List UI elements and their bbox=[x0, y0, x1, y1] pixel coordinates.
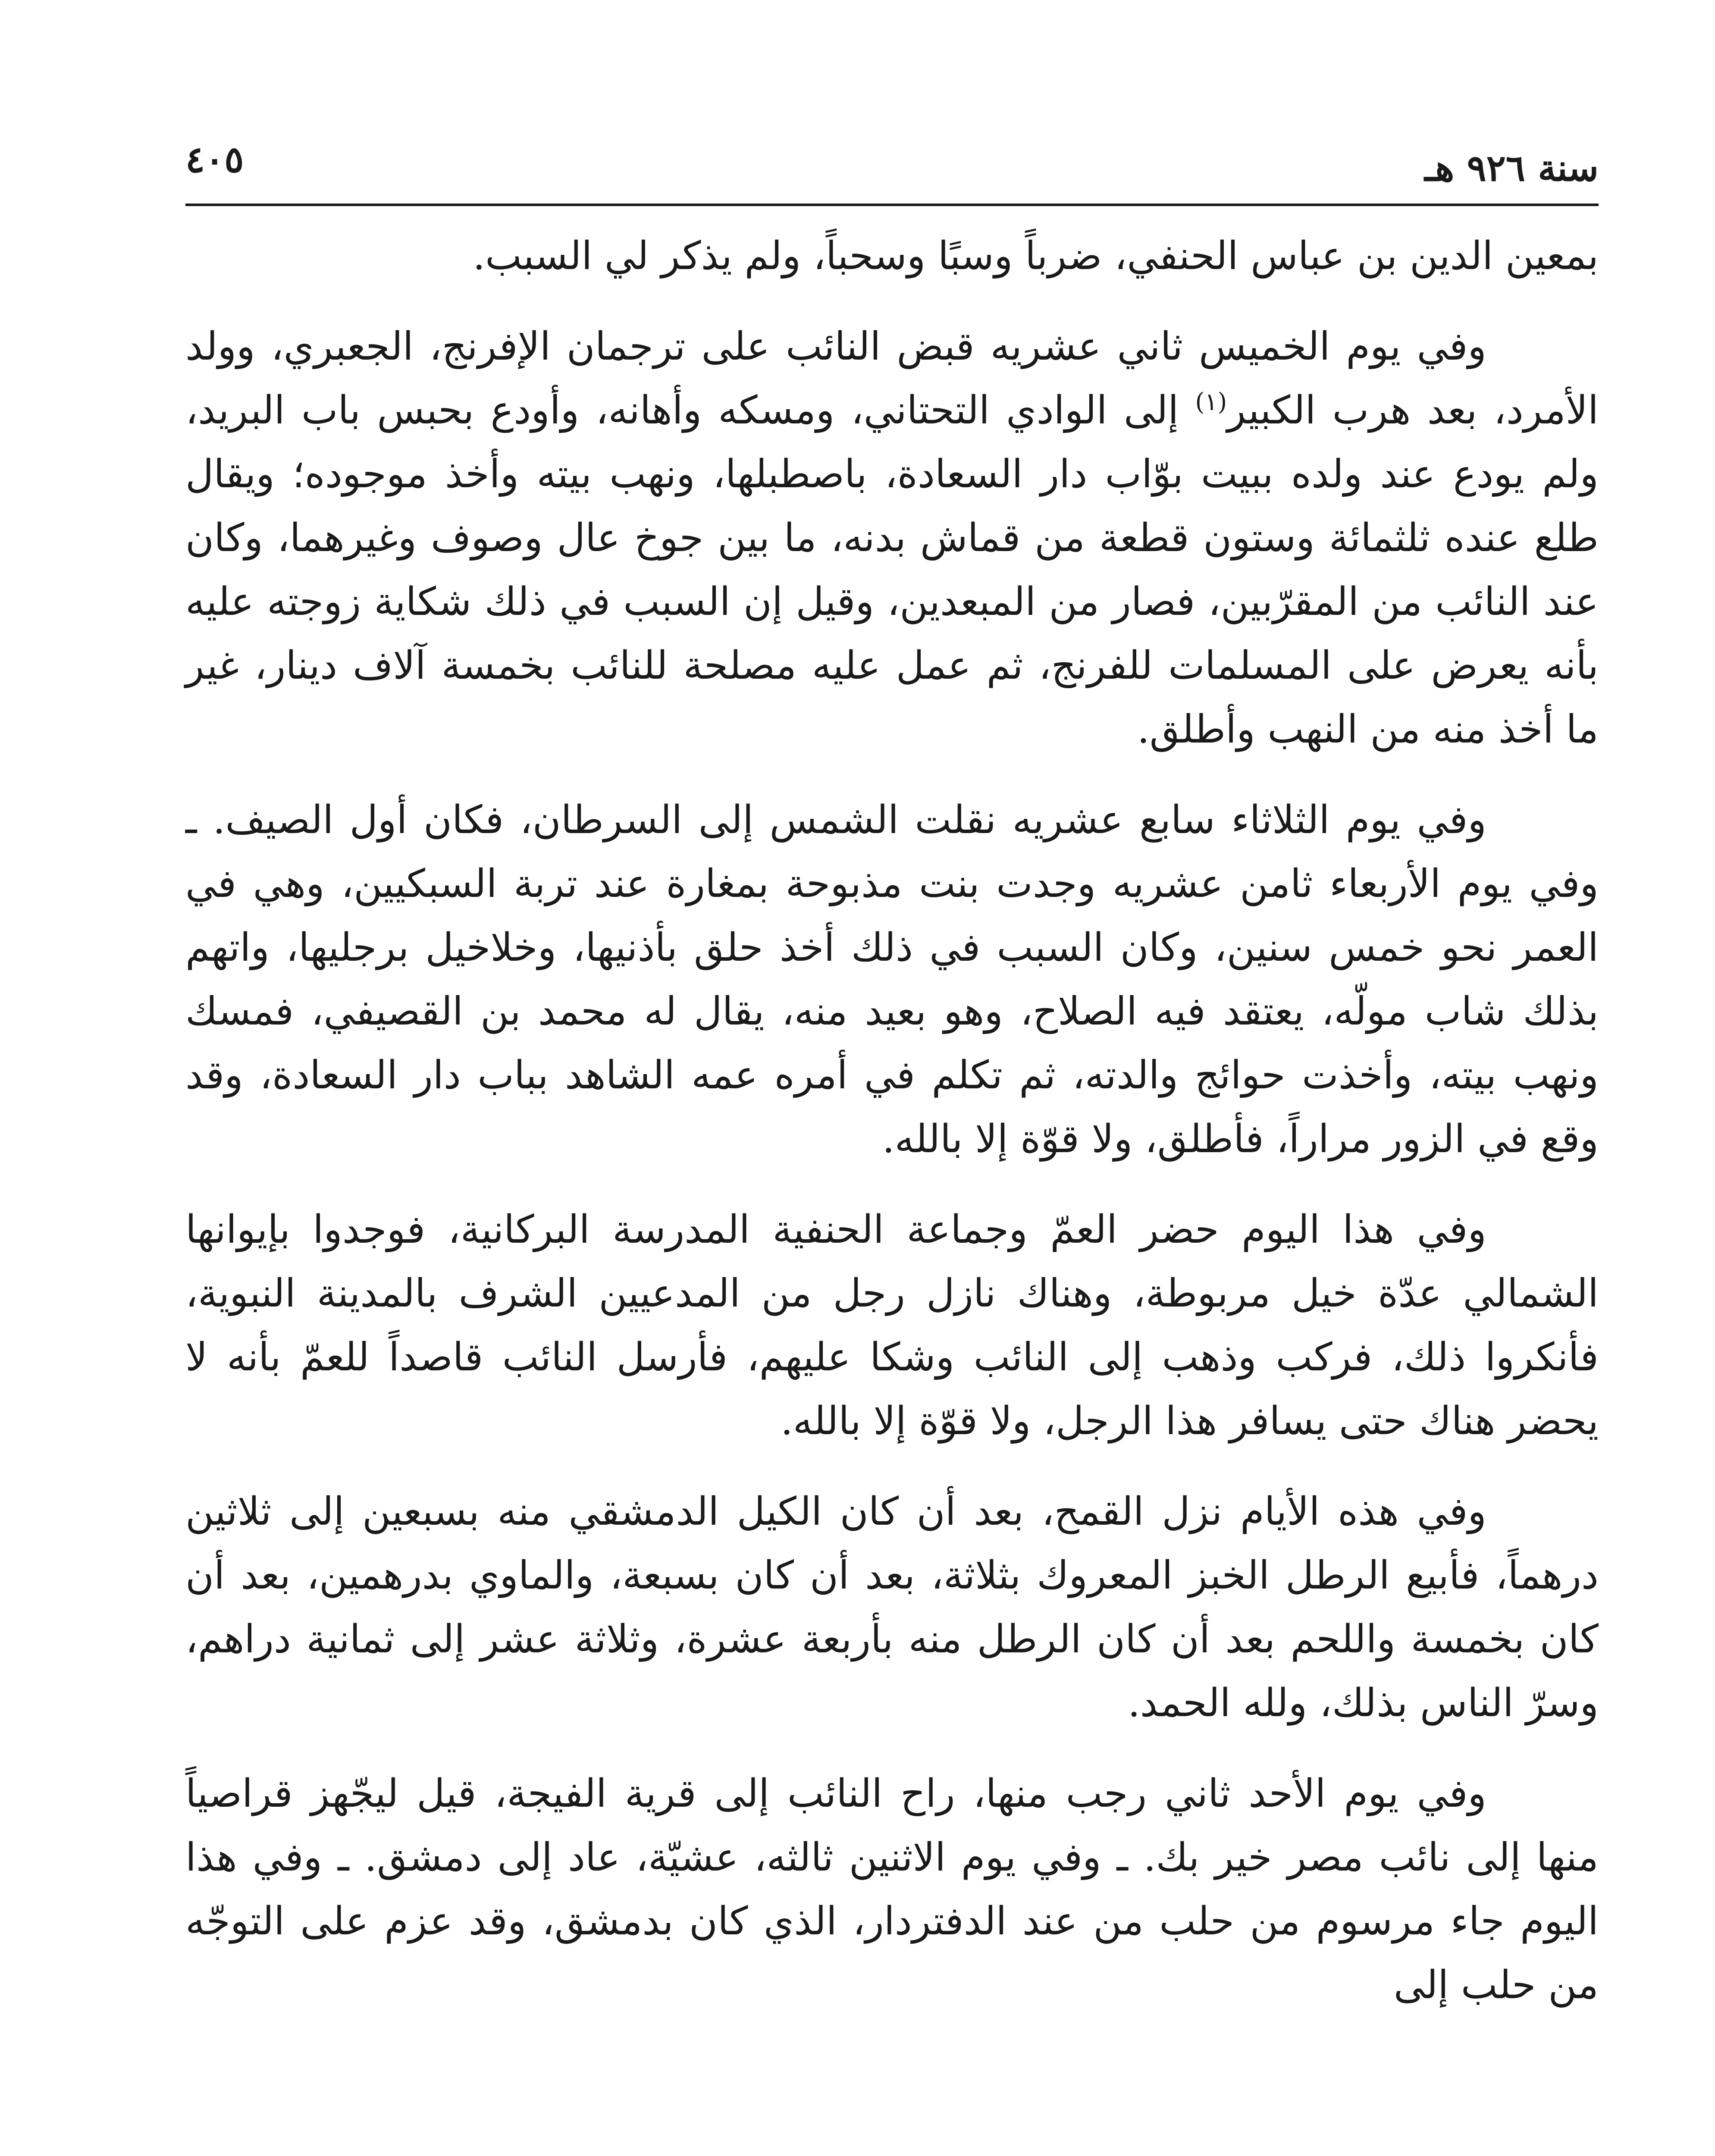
paragraph-2 bbox=[185, 315, 1599, 761]
paragraph-4: وفي هذا اليوم حضر العمّ وجماعة الحنفية المدرسة البركانية، فوجدوا بإيوانها الشمالي عدّة خيل مربوطة، وهناك نازل رجل من المدعيين الشرف بالمدينة النبوية، فأنكروا ذلك، فركب وذهب إلى النائب وشكا عليهم، فأرسل النائب قاصداً للعمّ بأنه لا يحضر هناك حتى يسافر هذا الرجل، ولا قوّة إلا بالله. bbox=[185, 1207, 1599, 1444]
paragraph-2-start: وفي يوم الخميس ثاني عشريه قبض النائب على ترجمان الإفرنج، الجعبري، وولد الأمرد، بعد هرب الكبير bbox=[185, 324, 1599, 433]
footnote-marker[interactable]: (١) bbox=[1195, 388, 1227, 416]
paragraph-1: بمعين الدين بن عباس الحنفي، ضرباً وسبًا وسحباً، ولم يذكر لي السبب. bbox=[473, 233, 1599, 279]
paragraph-3: وفي يوم الثلاثاء سابع عشريه نقلت الشمس إلى السرطان، فكان أول الصيف. ـ وفي يوم الأربعاء ثامن عشريه وجدت بنت مذبوحة بمغارة عند تربة السبكيين، وهي في العمر نحو خمس سنين، وكان السبب في ذلك أخذ حلق بأذنيها، وخلاخيل برجليها، واتهم بذلك شاب مولّه، يعتقد فيه الصلاح، وهو بعيد منه، يقال له محمد بن القصيفي، فمسك ونهب بيته، وأخذت حوائج والدته، ثم تكلم في أمره عمه الشاهد بباب دار السعادة، وقد وقع في الزور مراراً، فأطلق، ولا قوّة إلا بالله. bbox=[185, 797, 1599, 1162]
page-header bbox=[185, 129, 1599, 203]
body-text bbox=[185, 224, 1599, 2044]
running-title: سنة ٩٢٦ هـ bbox=[1424, 147, 1599, 189]
paragraph-2-rest: إلى الوادي التحتاني، ومسكه وأهانه، وأودع بحبس باب البريد، ولم يودع عند ولده ببيت بوّاب دار السعادة، باصطبلها، ونهب بيته وأخذ موجوده؛ ويقال طلع عنده ثلثمائة وستون قطعة من قماش بدنه، ما بين جوخ عال وصوف وغيرهما، وكان عند النائب من المقرّبين، فصار من المبعدين، وقيل إن السبب في ذلك شكاية زوجته عليه بأنه يعرض على المسلمات للفرنج، ثم عمل عليه مصلحة للنائب بخمسة آلاف دينار، غير ما أخذ منه من النهب وأطلق. bbox=[185, 388, 1599, 752]
page-number: ٤٠٥ bbox=[185, 138, 244, 181]
paragraph-6: وفي يوم الأحد ثاني رجب منها، راح النائب إلى قرية الفيجة، قيل ليجّهز قراصياً منها إلى نائب مصر خير بك. ـ وفي يوم الاثنين ثالثه، عشيّة، عاد إلى دمشق. ـ وفي هذا اليوم جاء مرسوم من حلب من عند الدفتردار، الذي كان بدمشق، وقد عزم على التوجّه من حلب إلى bbox=[185, 1771, 1599, 2008]
paragraph-5: وفي هذه الأيام نزل القمح، بعد أن كان الكيل الدمشقي منه بسبعين إلى ثلاثين درهماً، فأبيع الرطل الخبز المعروك بثلاثة، بعد أن كان بسبعة، والماوي بدرهمين، بعد أن كان بخمسة واللحم بعد أن كان الرطل منه بأربعة عشرة، وثلاثة عشر إلى ثمانية دراهم، وسرّ الناس بذلك، ولله الحمد. bbox=[185, 1489, 1599, 1726]
header-rule bbox=[185, 204, 1599, 206]
